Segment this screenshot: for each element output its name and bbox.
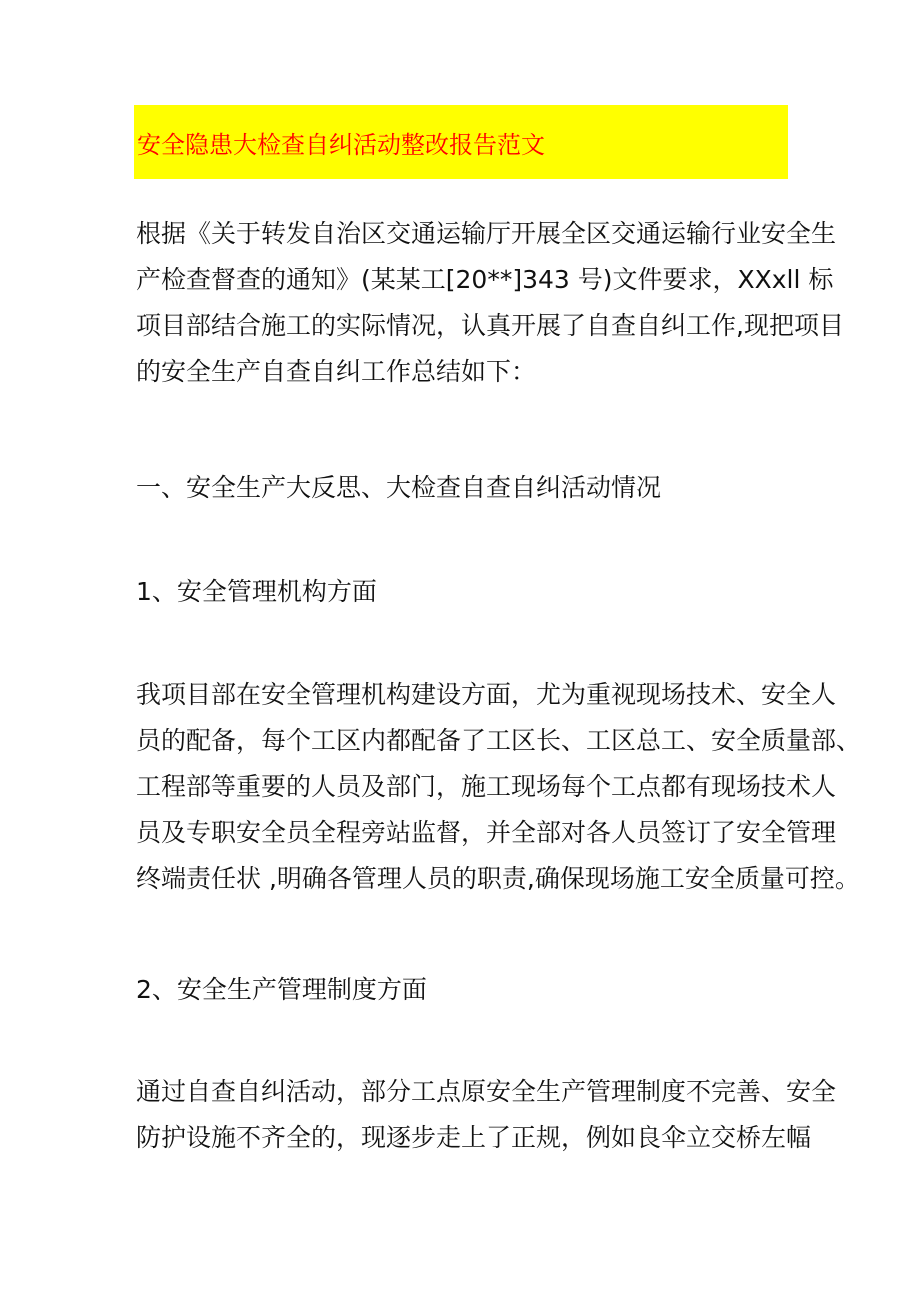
- subsection-heading-2: 2、安全生产管理制度方面: [136, 975, 427, 1004]
- document-title: 安全隐患大检查自纠活动整改报告范文: [137, 130, 545, 159]
- paragraph-line: 员的配备，每个工区内都配备了工区长、工区总工、安全质量部、: [136, 726, 862, 755]
- paragraph-line: 防护设施不齐全的，现逐步走上了正规，例如良伞立交桥左幅: [136, 1123, 812, 1152]
- paragraph-line: 终端责任状 ,明确各管理人员的职责,确保现场施工安全质量可控。: [136, 864, 860, 893]
- section-heading-1: 一、安全生产大反思、大检查自查自纠活动情况: [136, 473, 662, 502]
- paragraph-line: 的安全生产自查自纠工作总结如下：: [136, 357, 537, 386]
- paragraph-line: 项目部结合施工的实际情况，认真开展了自查自纠工作,现把项目: [136, 311, 844, 340]
- paragraph-line: 我项目部在安全管理机构建设方面，尤为重视现场技术、安全人: [136, 680, 837, 709]
- paragraph-line: 产检查督查的通知》(某某工[20**]343 号)文件要求，XXxll 标: [136, 265, 834, 294]
- paragraph-line: 工程部等重要的人员及部门，施工现场每个工点都有现场技术人: [136, 772, 837, 801]
- intro-paragraph: [136, 211, 844, 395]
- paragraph-line: 员及专职安全员全程旁站监督，并全部对各人员签订了安全管理: [136, 818, 837, 847]
- paragraph-line: 根据《关于转发自治区交通运输厅开展全区交通运输行业安全生: [136, 219, 837, 248]
- title-banner: [134, 105, 788, 179]
- paragraph-line: 通过自查自纠活动，部分工点原安全生产管理制度不完善、安全: [136, 1077, 837, 1106]
- subsection1-paragraph: [136, 672, 862, 902]
- subsection2-paragraph: [136, 1069, 837, 1161]
- subsection-heading-1: 1、安全管理机构方面: [136, 577, 377, 606]
